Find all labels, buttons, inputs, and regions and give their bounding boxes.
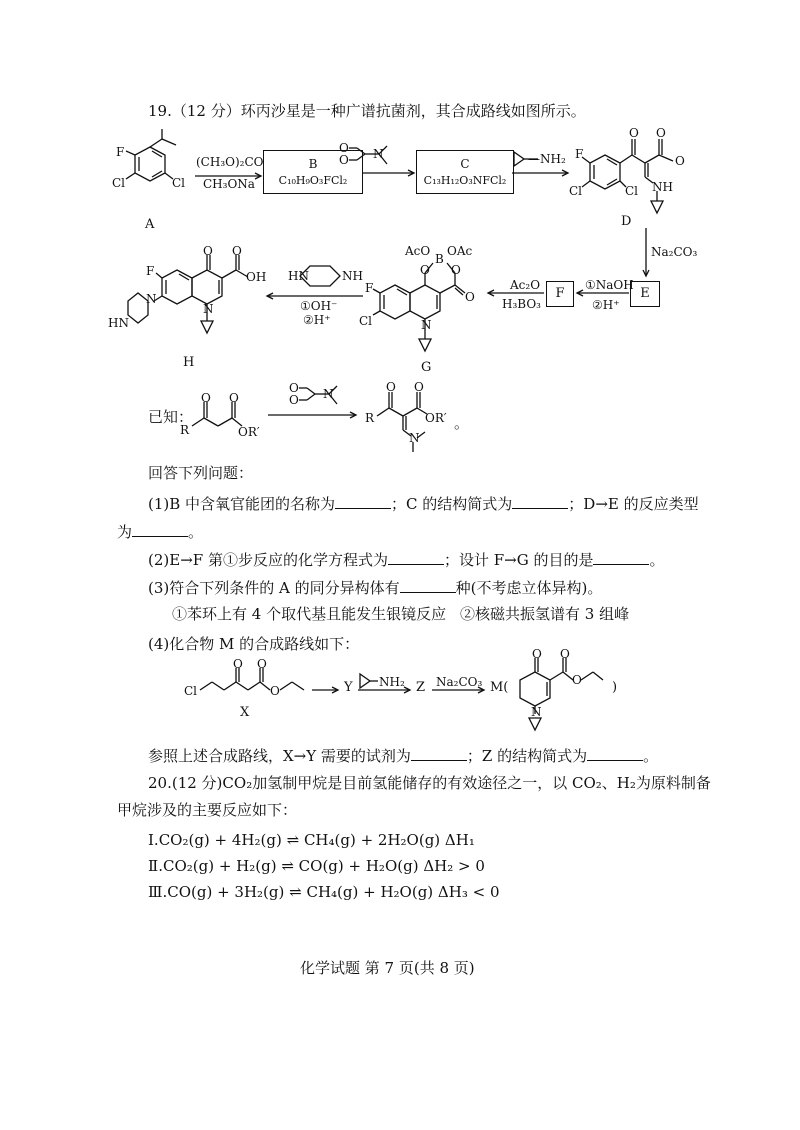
page-footer: 化学试题 第 7 页(共 8 页)	[300, 959, 475, 977]
q3-text-a: (3)符合下列条件的 A 的同分异构体有	[148, 579, 400, 597]
atom-r: R	[365, 411, 375, 425]
q4-line	[148, 746, 658, 766]
reaction-2: Ⅱ.CO₂(g) + H₂(g) ⇌ CO(g) + H₂O(g) ΔH₂ > 0	[148, 857, 485, 875]
atom-f: F	[365, 281, 374, 295]
atom-o-3: O	[270, 684, 280, 698]
box-f: F	[546, 281, 574, 307]
atom-cl: Cl	[359, 314, 373, 328]
atom-cl: Cl	[569, 184, 583, 198]
atom-n: N	[203, 302, 214, 316]
box-b-formula: C₁₀H₉O₃FCl₂	[278, 174, 348, 187]
molecule-h	[108, 244, 267, 345]
known-reactant	[180, 392, 265, 442]
q4-blank-2[interactable]	[587, 760, 643, 761]
atom-o-3: O	[465, 290, 475, 304]
atom-f: F	[575, 147, 584, 161]
atom-o-2: O	[229, 391, 239, 405]
known-product	[365, 380, 455, 455]
atom-n: N	[323, 387, 334, 401]
reaction-1: Ⅰ.CO₂(g) + 4H₂(g) ⇌ CH₄(g) + 2H₂O(g) ΔH₁	[148, 831, 475, 849]
reagent-z-m: Na₂CO₃	[436, 675, 483, 689]
reagent-fg-bottom: H₃BO₃	[502, 297, 541, 311]
q1-text-a: (1)B 中含氧官能团的名称为	[148, 495, 336, 513]
atom-n: N	[409, 431, 420, 445]
molecule-d	[569, 125, 695, 225]
q4-text-a: 参照上述合成路线，X→Y 需要的试剂为	[148, 747, 411, 765]
known-arrow	[268, 411, 360, 419]
q3-blank[interactable]	[400, 592, 456, 593]
atom-cl: Cl	[112, 176, 126, 190]
atom-f: F	[116, 145, 125, 159]
atom-b: B	[435, 252, 444, 266]
box-c-label: C	[460, 157, 470, 171]
atom-o: O	[420, 263, 430, 277]
reagent-ef-top: ①NaOH	[585, 278, 634, 292]
q2-text-b: ；设计 F→G 的目的是	[443, 551, 594, 569]
atom-o-3: O	[572, 673, 582, 687]
atom-oh: OH	[246, 270, 267, 284]
reagent-gh-bottom: ②H⁺	[303, 313, 331, 327]
q2-line	[148, 550, 664, 570]
label-a: A	[145, 217, 155, 232]
arrow-b-c	[362, 169, 418, 177]
atom-o: O	[629, 126, 639, 140]
atom-nh: NH	[652, 180, 673, 194]
atom-o-2: O	[339, 153, 349, 167]
reagent-fg-top: Ac₂O	[510, 278, 541, 292]
known-prefix: 已知：	[148, 408, 194, 426]
label-m-close: )	[612, 680, 618, 695]
q4-text-b: ；Z 的结构简式为	[466, 747, 588, 765]
reagent-y-z: NH₂	[379, 675, 405, 689]
atom-nh: NH	[342, 269, 363, 283]
reagent-gh-top: ①OH⁻	[300, 299, 338, 313]
arrow-x-y	[312, 686, 342, 694]
reagent-dmf-dma-icon	[335, 140, 405, 170]
piperazine-icon	[288, 256, 363, 296]
label-z: Z	[416, 680, 426, 695]
reagent-ef-bottom: ②H⁺	[592, 298, 620, 312]
atom-o-2: O	[257, 657, 267, 671]
molecule-m	[505, 647, 618, 732]
label-g: G	[421, 360, 432, 375]
box-c-formula: C₁₃H₁₂O₃NFCl₂	[423, 174, 507, 187]
q2-text-c: 。	[649, 551, 665, 569]
molecule-x	[180, 657, 320, 710]
atom-n: N	[531, 705, 542, 719]
atom-oac: OAc	[447, 244, 473, 258]
atom-aco: AcO	[405, 244, 431, 258]
atom-o-2: O	[560, 647, 570, 661]
arrow-c-d	[512, 169, 572, 177]
atom-o: O	[532, 647, 542, 661]
box-e: E	[630, 281, 660, 307]
atom-n: N	[373, 147, 384, 161]
label-h: H	[183, 355, 195, 370]
q3-line	[148, 578, 602, 598]
label-y: Y	[344, 680, 353, 695]
reagent-ab-top: (CH₃O)₂CO	[196, 155, 264, 169]
arrow-y-z	[358, 686, 414, 694]
q1-text-c: ；D→E 的反应类型	[568, 495, 699, 513]
atom-or-prime: OR′	[425, 411, 447, 425]
q1-blank-1[interactable]	[335, 508, 391, 509]
q1-blank-2[interactable]	[512, 508, 568, 509]
q4-text-c: 。	[643, 747, 659, 765]
atom-cl-2: Cl	[625, 184, 639, 198]
q1-text-d: 为	[117, 523, 133, 541]
known-reagent-icon	[285, 380, 355, 410]
box-c	[416, 150, 514, 194]
arrow-d-e	[642, 228, 650, 280]
reagent-de: Na₂CO₃	[651, 245, 698, 259]
atom-cl: Cl	[184, 684, 198, 698]
q1-blank-3[interactable]	[132, 536, 188, 537]
q1-text-b: ；C 的结构简式为	[391, 495, 513, 513]
atom-o-2: O	[656, 126, 666, 140]
atom-f: F	[146, 264, 155, 278]
atom-o-2: O	[232, 244, 242, 258]
atom-o: O	[201, 391, 211, 405]
label-m: M(	[490, 680, 509, 695]
molecule-a	[110, 135, 200, 205]
atom-hn: HN	[288, 269, 309, 283]
label-d: D	[621, 214, 632, 229]
q3-text-b: 种(不考虑立体异构)。	[455, 579, 603, 597]
atom-o-2: O	[414, 380, 424, 394]
reagent-ab-bottom: CH₃ONa	[203, 177, 255, 191]
q1-line	[148, 494, 699, 514]
q2-text-a: (2)E→F 第①步反应的化学方程式为	[148, 551, 388, 569]
question-20-line-1: 20.(12 分)CO₂加氢制甲烷是目前氢能储存的有效途径之一，以 CO₂、H₂为原料制备	[148, 774, 711, 792]
arrow-z-m	[432, 686, 488, 694]
q1-text-e: 。	[188, 523, 204, 541]
question-20-line-2: 甲烷涉及的主要反应如下：	[117, 801, 298, 819]
atom-o: O	[386, 380, 396, 394]
atom-o-2: O	[451, 263, 461, 277]
label-x: X	[240, 705, 250, 720]
atom-cl-2: Cl	[172, 176, 186, 190]
question-19-title: 19.（12 分）环丙沙星是一种广谱抗菌剂，其合成路线如图所示。	[148, 102, 586, 120]
atom-o: O	[289, 381, 299, 395]
molecule-g	[359, 244, 485, 365]
q2-blank-1[interactable]	[388, 564, 444, 565]
atom-hn: HN	[108, 316, 129, 330]
atom-o: O	[233, 657, 243, 671]
atom-or-prime: OR′	[238, 425, 260, 439]
atom-o: O	[203, 244, 213, 258]
reagent-cd: —NH₂	[528, 152, 566, 166]
q1-line-2	[117, 522, 203, 542]
reaction-3: Ⅲ.CO(g) + 3H₂(g) ⇌ CH₄(g) + H₂O(g) ΔH₃ < 0	[148, 883, 500, 901]
atom-n-2: N	[146, 292, 157, 306]
atom-n: N	[421, 318, 432, 332]
answer-intro: 回答下列问题：	[148, 464, 254, 482]
q3-condition-2: ②核磁共振氢谱有 3 组峰	[460, 605, 630, 623]
atom-o-3: O	[675, 154, 685, 168]
q2-blank-2[interactable]	[593, 564, 649, 565]
arrow-f-g	[484, 289, 544, 297]
arrow-e-f	[573, 289, 629, 297]
box-b-label: B	[308, 157, 318, 171]
atom-o-2: O	[289, 393, 299, 407]
known-end: 。	[454, 414, 470, 432]
atom-r: R	[180, 423, 190, 437]
q3-condition-1: ①苯环上有 4 个取代基且能发生银镜反应	[172, 605, 447, 623]
atom-o: O	[339, 141, 349, 155]
q4-intro: (4)化合物 M 的合成路线如下：	[148, 635, 360, 653]
q4-blank-1[interactable]	[411, 760, 467, 761]
